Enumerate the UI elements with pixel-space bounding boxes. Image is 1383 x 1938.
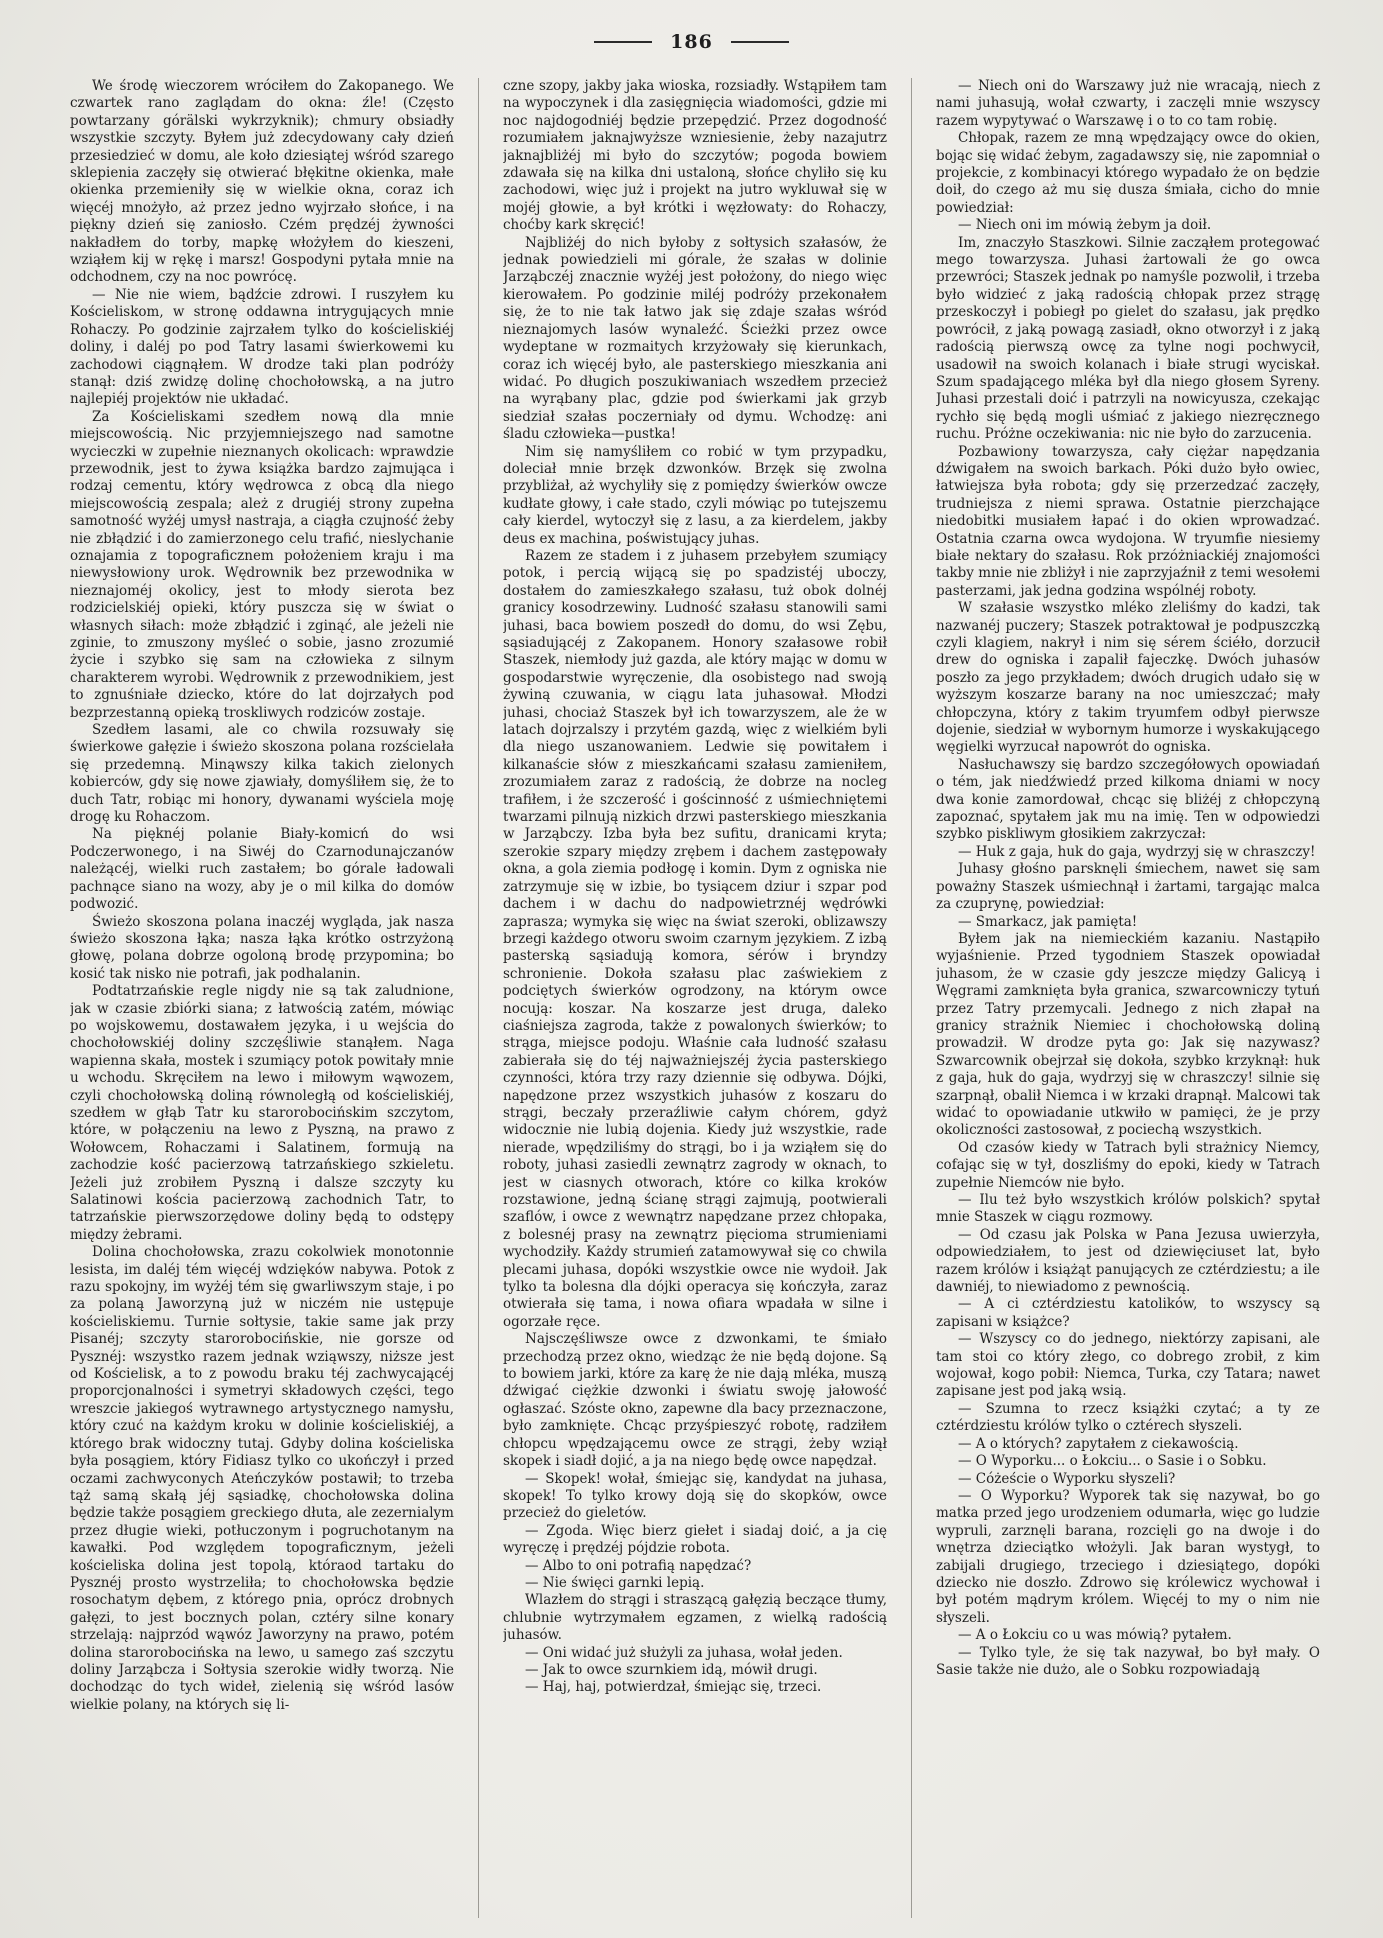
paragraph: — A o Łokciu co u was mówią? pytałem. [958, 1627, 1232, 1644]
paragraph: Najsczęśliwsze owce z dzwonkami, te śmiało przechodzą przez okno, wiedząc że nie będą dojone. Są to bowiem jarki, które za karę że nie dają mléka, muszą dźwigać ciężkie dzwonki i światu swoję jałowość ogłaszać. Szóste okno, zapewne dla bacy przeznaczone, było zamknięte. Chcąc przyśpieszyć robotę, radziłem chłopcu wpędzającemu owce ze strągi, żeby wziął skopek i siadł dojić, a ja na niego będę owce napędzał. [503, 1331, 887, 1470]
paragraph: Byłem jak na niemieckiém kazaniu. Nastąpiło wyjaśnienie. Przed tygodniem Staszek opowiadał juhasom, że w czasie gdy jeszcze między Galicyą i Węgrami zamknięta była granica, szwarcowniczy tytuń przez Tatry przemycali. Jednego z nich złapał na granicy strażnik Niemiec i chochołowską doliną prowadził. W drodze pyta go: Jak się nazywasz? Szwarcownik obejrzał się dokoła, szybko krzyknął: huk z gaja, huk do gaja, wydrzyj się w chraszczy! silnie się szarpnął, obalił Niemca i w krzaki drapnął. Malcowi tak widać to opowiadanie utkwiło w pamięci, że je przy okoliczności zastosował, z pociechą wszystkich. [936, 930, 1320, 1139]
column-right [936, 78, 1320, 1918]
paragraph: — Ilu też było wszystkich królów polskich? spytał mnie Staszek w ciągu rozmowy. [936, 1192, 1320, 1226]
paragraph: — Niech oni im mówią żebym ja doił. [958, 217, 1212, 234]
paragraph: Juhasy głośno parsknęli śmiechem, nawet się sam poważny Staszek uśmiechnął i żartami, targając malca za czuprynę, powiedział: [936, 861, 1320, 913]
paragraph: — Smarkacz, jak pamięta! [958, 913, 1138, 930]
paragraph: — O Wyporku... o Łokciu... o Sasie i o Sobku. [958, 1453, 1267, 1470]
paragraph: Im, znaczyło Staszkowi. Silnie zacząłem protegować mego towarzysza. Juhasi żartowali że go owca przewróci; Staszek jednak po namyśle pozwolił, i trzeba było widzieć z jaką radością chłopak przez strągę przeskoczył i pobiegł po gielet do szałasu, jak prędko powrócił, z jaką powagą zasiadł, okno otworzył i z jaką radością pierwszą owcę za tylne nogi pochwycił, usadowił na swoich kolanach i białe strugi wyciskał. Szum spadającego mléka był dla niego głosem Syreny. Juhasi przestali doić i patrzyli na nowicyusza, czekając rychło się będą mogli uśmiać z jakiego niezręcznego ruchu. Próżne oczekiwania: nic nie było do zarzucenia. [936, 234, 1320, 443]
paragraph: Dolina chochołowska, zrazu cokolwiek monotonnie lesista, im daléj tém więcéj wdzięków nabywa. Potok z razu spokojny, im wyżéj tém się gwarliwszym staje, i po za polaną Jaworzyną już w niczém nie ustępuje kościeliskiemu. Turnie sołtysie, takie same jak przy Pisanéj; szczyty starorobocińskie, nie gorsze od Pysznéj: wszystko razem jednak wziąwszy, niższe jest od Kościelisk, a to z powodu braku téj zachwycającéj proporcjonalności i symetryi składowych części, tego wreszcie jakiegoś wytrawnego artystycznego namysłu, który czuć na każdym kroku w dolinie kościeliskiéj, a którego brak widoczny tutaj. Gdyby dolina kościeliska była posągiem, który Fidiasz tylko co ukończył i przed oczami zachwyconych Ateńczyków postawił; to trzeba tąż samą skałą jéj sąsiadkę, chochołowska dolina będzie także posągiem greckiego dłuta, ale zezernialym przez długie wieki, potłuczonym i pogruchotanym na kawałki. Pod względem topograficznym, jeżeli kościeliska dolina jest topolą, któraod tartaku do Pysznéj prosto wystrzeliła; to chochołowska będzie rosochatym dębem, z którego pnia, oprócz drobnych gałęzi, to jest bocznych polan, cztéry silne konary strzelają: najprzód wąwóz Jaworzyny na prawo, potém dolina starorobocińska na lewo, u samego zaś szczytu doliny Jarząbcza i Sołtysia szerokie widły tworzą. Nie dochodząc do tych wideł, zielenią się wśród lasów wielkie polany, na których się li- [70, 1244, 454, 1713]
paragraph: We środę wieczorem wróciłem do Zakopanego. We czwartek rano zaglądam do okna: źle! (Często powtarzany górälski wykrzyknik); chmury obsiadły wszystkie szczyty. Byłem już zdecydowany cały dzień przesiedzieć w domu, ale koło dziesiątej wśród szarego sklepienia zaczęły się otwierać błękitne okienka, małe okienka przemieniły się w wielkie okna, coraz ich więcéj mnożyło, aż przez jedno wyjrzało słońce, i na piękny dzień się zaniosło. Czém prędzéj żywności nakładłem do torby, mapkę włożyłem do kieszeni, wziąłem kij w rękę i marsz! Gospodyni pytała mnie na odchodnem, czy na noc powrócę. [70, 78, 454, 286]
header-rule-left [594, 41, 652, 43]
paragraph: — Oni widać już służyli za juhasa, wołał jeden. [525, 1644, 843, 1661]
column-middle [503, 78, 887, 1918]
paragraph: — Tylko tyle, że się tak nazywał, bo był mały. O Sasie także nie dużo, ale o Sobku rozpowiadają [936, 1644, 1320, 1678]
paragraph: Podtatrzańskie regle nigdy nie są tak zaludnione, jak w czasie zbiórki siana; z łatwością zatém, mówiąc po wojskowemu, dostawałem języka, i u wejścia do chochołowskiéj doliny szczęśliwie stanąłem. Naga wapienna skała, mostek i szumiący potok powitały mnie u wchodu. Skręciłem na lewo i miłowym wąwozem, czyli chochołowską doliną równoległą od kościeliskiéj, szedłem w głąb Tatr ku starorobocińskim szczytom, które, w połączeniu na lewo z Pyszną, na prawo z Wołowcem, Rohaczami i Salatinem, formują na zachodzie kość pacierzową tatrzańskiego szkieletu. Jeżeli już zrobiłem Pyszną i dalsze szczyty ku Salatinowi kościa pacierzową zachodnich Tatr, to tatrzańskie pierwszorzędowe doliny będą to odstępy między żebrami. [70, 983, 454, 1243]
paragraph: Nasłuchawszy się bardzo szczegółowych opowiadań o tém, jak niedźwiedź przed kilkoma dniami w nocy dwa konie zamordował, chcąc się bliżéj z chłopczyną zapoznać, spytałem jak mu na imię. Ten w odpowiedzi szybko piskliwym głosikiem zakrzyczał: [936, 756, 1320, 843]
paragraph: — Cóżeście o Wyporku słyszeli? [958, 1470, 1176, 1487]
header-rule-right [731, 41, 789, 43]
paragraph: — Szumna to rzecz książki czytać; a ty ze cztérdziestu królów tylko o cztérech słyszeli. [936, 1400, 1320, 1435]
column-left [70, 78, 454, 1918]
paragraph: Wlazłem do strągi i straszącą gałęzią beczące tłumy, chlubnie wytrzymałem egzamen, z wielką radością juhasów. [503, 1592, 887, 1644]
paragraph: — Huk z gaja, huk do gaja, wydrzyj się w chraszczy! [958, 843, 1316, 860]
paragraph: W szałasie wszystko mléko zleliśmy do kadzi, tak nazwanéj puczery; Staszek potraktował je podpuszczką czyli klagiem, nakrył i nim się sérem ściéło, dorzucił drew do ogniska i zapalił fajeczkę. Dwóch juhasów poszło za jego przykładem; dwóch drugich udało się w wyższym koszarze barany na noc umieszczać; mały chłopczyna, który z takim tryumfem odbył pierwsze dojenie, siedział w wybornym humorze i wyskakującego węgielki wyrzucał napowrót do ogniska. [936, 600, 1320, 756]
paragraph: Najbliżéj do nich byłoby z sołtysich szałasów, że jednak powiedzieli mi górale, że szałas w dolinie Jarząbczéj znacznie wyżéj jest położony, do niego więc kierowałem. Po godzinie miléj podróży przekonałem się, że to nie tak łatwo jak się zdaje szałas wśród nieznajomych lasów wynaleźć. Ścieżki przez owce wydeptane w rozmaitych krzyżowały się kierunkach, coraz ich więcéj było, ale pasterskiego mieszkania ani widać. Po długich poszukiwaniach wszedłem przecież na wyrąbany plac, gdzie pod świerkami jak grzyb siedział szałas poczerniały od dymu. Wchodzę: ani śladu człowieka—pustka! [503, 234, 887, 443]
paragraph: Świeżo skoszona polana inaczéj wygląda, jak nasza świeżo skoszona łąka; nasza łąka krótko ostrzyżoną głowę, polana dobrze ogoloną brodę przypomina; bo kosić tak nisko nie potrafi, jak podhalanin. [70, 913, 454, 982]
page-header [0, 22, 1383, 62]
paragraph: — Od czasu jak Polska w Pana Jezusa uwierzyła, odpowiedziałem, to jest od dziewięciuset lat, było razem królów i książąt panujących ze cztérdziestu; a ile dawniéj, to niewiadomo z pewnością. [936, 1226, 1320, 1296]
paragraph: Od czasów kiedy w Tatrach byli strażnicy Niemcy, cofając się w tył, doszliśmy do epoki, kiedy w Tatrach zupełnie Niemców nie było. [936, 1139, 1320, 1191]
paragraph: — Albo to oni potrafią napędzać? [525, 1557, 752, 1574]
paragraph: — Wszyscy co do jednego, niektórzy zapisani, ale tam stoi co który złego, co dobrego zrobił, z kim wojował, kogo pobił: Niemca, Turka, czy Tatara; nawet zapisane jest pod jaką wsią. [936, 1331, 1320, 1400]
paragraph: Na pięknéj polanie Biały-komicń do wsi Podczerwonego, i na Siwéj do Czarnodunajczanów należącéj, wielki ruch zastałem; bo górale ładowali pachnące siano na wozy, aby je o mil kilka do domów podwozić. [70, 826, 454, 913]
paragraph: Szedłem lasami, ale co chwila rozsuwały się świerkowe gałęzie i świeżo skoszona polana rozścielała się przedemną. Minąwszy kilka takich zielonych kobierców, gdy się nowe zjawiały, domyśliłem się, że to duch Tatr, robiąc mi honory, dywanami wyściela moję drogę ku Rohaczom. [70, 722, 454, 826]
paragraph: Pozbawiony towarzysza, cały ciężar napędzania dźwigałem na swoich barkach. Póki dużo było owiec, łatwiejsza była robota; gdy się przerzedzać zaczęły, trudniejsza z niemi sprawa. Ostatnie pierzchające niedobitki musiałem łapać i do okien wprowadzać. Ostatnia czarna owca wydojona. W tryumfie niesiemy białe nektary do szałasu. Rok przóżniackiéj znajomości takby mnie nie zbliżył i nie zaprzyjaźnił z temi wesołemi pasterzami, jak jedna godzina wspólnéj roboty. [936, 443, 1320, 599]
page-number: 186 [670, 31, 713, 53]
paragraph: Chłopak, razem ze mną wpędzający owce do okien, bojąc się widać żebym, zagadawszy się, nie zapomniał o projekcie, z kombinacyi którego wypadało że on będzie doił, do czego aż mu się dusza śmiała, cicho do mnie powiedział: [936, 130, 1320, 216]
text-columns [70, 78, 1320, 1918]
paragraph: — Haj, haj, potwierdzał, śmiejąc się, trzeci. [525, 1679, 822, 1696]
paragraph: — Skopek! wołał, śmiejąc się, kandydat na juhasa, skopek! To tylko krowy doją się do skopków, owce przecież do gieletów. [503, 1470, 887, 1522]
paragraph: — Nie święci garnki lepią. [525, 1574, 705, 1591]
paragraph: — A ci cztérdziestu katolików, to wszyscy są zapisani w książce? [936, 1296, 1320, 1330]
paragraph: — Zgoda. Więc bierz giełet i siadaj doić, a ja cię wyręczę i prędzéj pójdzie robota. [503, 1522, 887, 1557]
column-divider [911, 78, 912, 1918]
paragraph: Razem ze stadem i z juhasem przebyłem szumiący potok, i percią wijącą się po spadzistéj uboczy, dostałem do zamieszkałego szałasu, tuż obok dolnéj granicy kosodrzewiny. Ludność szałasu stanowili sami juhasi, baca bowiem poszedł do domu, do wsi Zębu, sąsiadującéj z Zakopanem. Honory szałasowe robił Staszek, niemłody już gazda, ale który mając w domu w gospodarstwie wyręczenie, dla osobistego nad swoją żywiną czuwania, w ciągu lata juhasował. Młodzi juhasi, chociaż Staszek był ich towarzyszem, ale że w latach dojrzalszy i przytém gazdą, więc z wielkiém byli dla niego uszanowaniem. Ledwie się powitałem i kilkanaście słów z mieszkańcami szałasu zamieniłem, zrozumiałem zaraz z radością, że dobrze na nocleg trafiłem, i że szczerość i gościnność z uśmiechniętemi twarzami pilnują nizkich drzwi pasterskiego mieszkania w Jarząbczy. Izba była bez sufitu, dranicami kryta; szerokie szpary między zrębem i dachem zastępowały okna, a gola ziemia podłogę i komin. Dym z ogniska nie zatrzymuje się w izbie, bo tysiącem dziur i szpar pod dachem i w dachu do nadpowietrznéj wędrówki zaprasza; wymyka się więc na świat szeroki, oblizawszy brzegi każdego otworu swoim czarnym językiem. Z izbą pasterską sąsiadują komora, sérów i bryndzy schronienie. Dokoła szałasu plac zaświekiem z podciętych świerków ogrodzony, na którym owce nocują: koszar. Na koszarze jest druga, daleko ciaśniejsza zagroda, także z powalonych świerków; to strąga, miejsce podoju. Właśnie cała ludność szałasu zabierała się do téj najważniejszéj życia pasterskiego czynności, która trzy razy dziennie się odbywa. Dójki, napędzone przez wszystkich juhasów z koszaru do strągi, beczały przeraźliwie całym chórem, gdyż widocznie nie lubią dojenia. Kiedy już wszystkie, rade nierade, wpędziliśmy do strągi, bo i ja wziąłem się do roboty, juhasi zasiedli zewnątrz zagrody w oknach, to jest w ciasnych otworach, które co kilka kroków rozstawione, jedną ścianę strągi zajmują, pootwierali szaflów, i owce z wewnątrz napędzane przez chłopaka, z bolesnéj prasy na zewnątrz pięcioma strumieniami wychodziły. Każdy strumień zatamowywał się co chwila plecami juhasa, dopóki wszystkie owce nie wydoił. Jak tylko ta bolesna dla dójki operacya się kończyła, zaraz otwierała się tama, i nowa ofiara wpadała w silne i ogorzałe ręce. [503, 547, 887, 1330]
paragraph: — O Wyporku? Wyporek tak się nazywał, bo go matka przed jego urodzeniem odumarła, więc go ludzie wypruli, zarznęli barana, rozcięli go na dwoje i do wnętrza dzieciątko włożyli. Jak baran wystygł, to zabijali drugiego, trzeciego i dziesiątego, dopóki dziecko nie doszło. Zdrowo się królewicz wychował i był potém mądrym królem. Więcéj to my o nim nie słyszeli. [936, 1487, 1320, 1626]
paragraph: czne szopy, jakby jaka wioska, rozsiadły. Wstąpiłem tam na wypoczynek i dla zasięgnięcia wiadomości, gdzie mi noc najdogodniéj będzie przepędzić. Przez dogodność rozumiałem jaknajwyższe wzniesienie, żeby nazajutrz jaknajbliżéj mi było do szczytów; pogoda bowiem zdawała się na kilka dni ustaloną, słońce chyliło się ku zachodowi, więc już i projekt na jutro wykluwał się w mojéj głowie, a był krótki i węzłowaty: do Rohaczy, choćby kark skręcić! [503, 78, 887, 234]
paragraph: — A o których? zapytałem z ciekawością. [958, 1435, 1239, 1452]
paragraph: — Niech oni do Warszawy już nie wracają, niech z nami juhasują, wołał czwarty, i zaczęli mnie wszyscy razem wypytywać o Warszawę i o to co tam robię. [936, 78, 1320, 129]
paragraph: — Nie nie wiem, bądźcie zdrowi. I ruszyłem ku Kościeliskom, w stronę oddawna intrygujących mnie Rohaczy. Po godzinie zajrzałem tylko do kościeliskiéj doliny, i daléj po pod Tatry lasami świerkowemi ku zachodowi ciągnąłem. W drodze taki plan podróży stanął: dziś zwidzę dolinę chochołowską, a na jutro najlepiéj projektów nie układać. [70, 286, 454, 408]
paragraph: — Jak to owce szurnkiem idą, mówił drugi. [525, 1661, 818, 1678]
paragraph: Nim się namyśliłem co robić w tym przypadku, doleciał mnie brzęk dzwonków. Brzęk się zwolna przybliżał, aż wychyliły się z pomiędzy świerków owcze kudłate głowy, i całe stado, czyli mówiąc po tutejszemu cały kierdel, wytoczył się z lasu, a za kierdelem, jakby deus ex machina, poświstujący juhas. [503, 443, 887, 547]
paragraph: Za Kościeliskami szedłem nową dla mnie miejscowością. Nic przyjemniejszego nad samotne wycieczki w zupełnie nieznanych okolicach: wprawdzie przewodnik, jest to żywa książka bardzo zajmująca i rodzaj cementu, który wędrowca z obcą dla niego miejscowością zespala; ależ z drugiéj strony zupełna samotność wyżéj umysł nastraja, a ciągła czujność żeby nie zbłądzić i do zamierzonego celu trafić, nieslychanie oznajamia z topograficznem położeniem kraju i ma niewysłowiony urok. Wędrownik bez przewodnika w nieznajoméj okolicy, jest to młody sierota bez rodzicielskiéj opieki, który puszcza się w świat o własnych siłach: może zbłądzić i zginąć, ale jeżeli nie zginie, to zmuszony myśleć o sobie, jasno zrozumié życie i szybko się sam na człowieka z silnym charakterem wyrobi. Wędrownik z przewodnikiem, jest to zgnuśniałe dziecko, które do lat dojrzałych pod bezprzestanną opieką troskliwych rodziców zostaje. [70, 408, 454, 721]
column-divider [478, 78, 479, 1918]
